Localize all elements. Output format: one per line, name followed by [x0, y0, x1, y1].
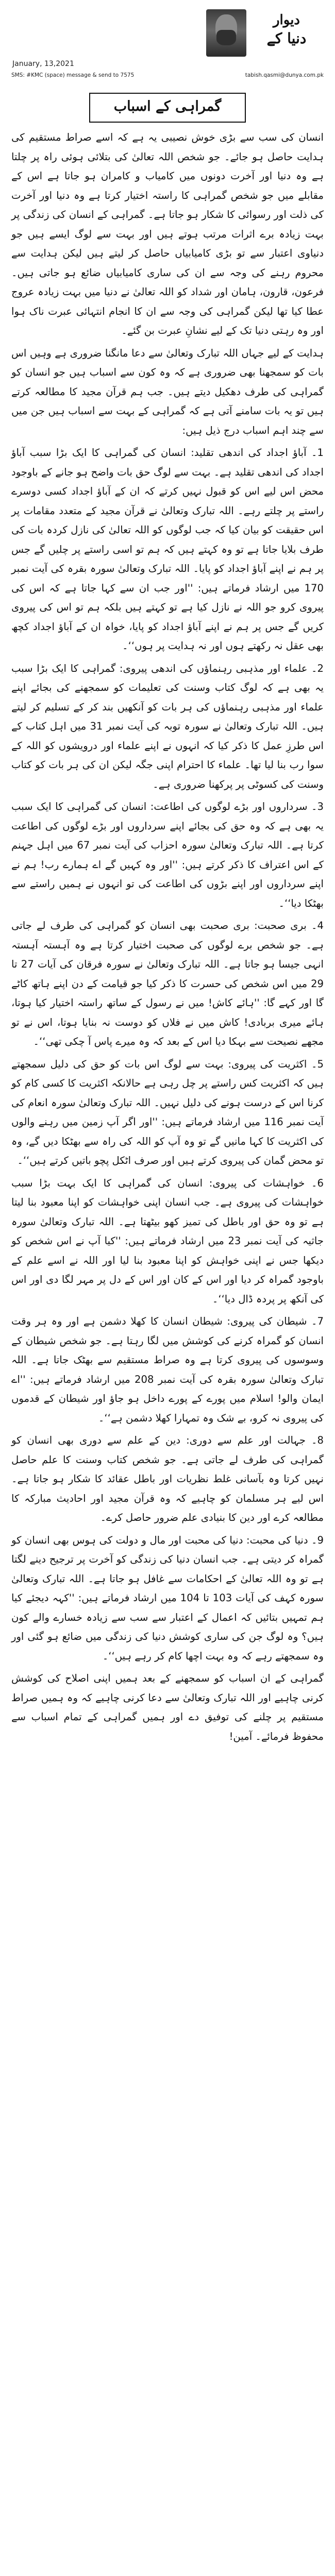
author-photo: [206, 9, 246, 57]
article-paragraph: 8۔ جہالت اور علم سے دوری: دین کے علم سے دوری بھی انسان کو گمراہی کی طرف لے جاتی ہے۔ جو شخص کتاب وسنت کا علم حاصل نہیں کرتا وہ بآسانی غلط نظریات اور باطل عقائد کا شکار ہو جاتا ہے۔ اس لیے ہر مسلمان کو چاہیے کہ وہ قرآن مجید اور احادیث مبارکہ کا مطالعہ کرے اور دین کا بنیادی علم ضرور حاصل کرے۔: [11, 1434, 324, 1523]
column-header: [11, 9, 324, 87]
sms-note: SMS: #KMC (space) message & send to 7575: [11, 72, 135, 78]
article-body: [11, 128, 324, 1746]
author-beard: [216, 30, 236, 45]
article-paragraph: 7۔ شیطان کی پیروی: شیطان انسان کا کھلا دشمن ہے اور وہ ہر وقت انسان کو گمراہ کرنے کی کوشش میں لگا رہتا ہے۔ جو شخص شیطان کے وسوسوں کی پیروی کرتا ہے وہ صراط مستقیم سے بھٹک جاتا ہے۔ اللہ تبارک وتعالیٰ سورہ بقرہ کی آیت نمبر 208 میں ارشاد فرماتے ہیں: ''اے ایمان والو! اسلام میں پورے کے پورے داخل ہو جاؤ اور شیطان کے قدموں کی پیروی نہ کرو، بے شک وہ تمہارا کھلا دشمن ہے‘‘۔: [11, 1315, 324, 1424]
article-paragraph: 3۔ سرداروں اور بڑے لوگوں کی اطاعت: انسان کی گمراہی کا ایک سبب یہ بھی ہے کہ وہ حق کی بجائے اپنے سرداروں اور بڑے لوگوں کی اطاعت کرتا ہے۔ اللہ تبارک وتعالیٰ سورہ احزاب کی آیت نمبر 67 میں اہل جہنم کے اس اعتراف کا ذکر کرتے ہیں: ''اور وہ کہیں گے اے ہمارے رب! ہم نے اپنے سرداروں اور اپنے بڑوں کی اطاعت کی تو انہوں نے ہمیں راستے سے بھٹکا دیا‘‘۔: [11, 801, 324, 909]
author-email: tabish.qasmi@dunya.com.pk: [245, 72, 324, 78]
article-paragraph: 4۔ بری صحبت: بری صحبت بھی انسان کو گمراہی کی طرف لے جاتی ہے۔ جو شخص برے لوگوں کی صحبت اختیار کرتا ہے وہ آہستہ آہستہ انہی جیسا ہو جاتا ہے۔ اللہ تبارک وتعالیٰ نے سورہ فرقان کی آیات 27 تا 29 میں اس شخص کی حسرت کا ذکر کیا جو قیامت کے دن اپنے ہاتھ کاٹے گا اور کہے گا: ''ہائے کاش! میں نے رسول کے ساتھ راستہ اختیار کیا ہوتا، ہائے میری بربادی! کاش میں نے فلاں کو دوست نہ بنایا ہوتا، اس نے تو مجھے نصیحت سے بہکا دیا اس کے بعد کہ وہ میرے پاس آ چکی تھی‘‘۔: [11, 920, 324, 1047]
article-title: گمراہی کے اسباب: [89, 93, 246, 123]
article-paragraph: 2۔ علماء اور مذہبی رہنماؤں کی اندھی پیروی: گمراہی کا ایک بڑا سبب یہ بھی ہے کہ لوگ کتاب وسنت کی تعلیمات کو سمجھنے کی بجائے اپنے علماء اور مذہبی رہنماؤں کی ہر بات کو آنکھیں بند کر کے تسلیم کر لیتے ہیں۔ اللہ تبارک وتعالیٰ نے سورہ توبہ کی آیت نمبر 31 میں اہل کتاب کے اس طرزِ عمل کا ذکر کیا کہ انہوں نے اپنے علماء اور درویشوں کو اللہ کے سوا رب بنا لیا تھا۔ علماء کا احترام اپنی جگہ لیکن ان کی ہر بات کو کتاب وسنت کی کسوٹی پر پرکھنا ضروری ہے۔: [11, 662, 324, 790]
publication-date: January, 13,2021: [12, 60, 74, 68]
column-logo: [250, 11, 323, 55]
column-name-line1: دیوار: [273, 12, 300, 28]
article-paragraph: 6۔ خواہشات کی پیروی: انسان کی گمراہی کا ایک بہت بڑا سبب خواہشات کی پیروی ہے۔ جب انسان اپنی خواہشات کو اپنا معبود بنا لیتا ہے تو وہ حق اور باطل کی تمیز کھو بیٹھتا ہے۔ اللہ تبارک وتعالیٰ سورہ جاثیہ کی آیت نمبر 23 میں ارشاد فرماتے ہیں: ''کیا آپ نے اس شخص کو دیکھا جس نے اپنی خواہش کو اپنا معبود بنا لیا اور اللہ نے اسے علم کے باوجود گمراہ کر دیا اور اس کے کان اور اس کے دل پر مہر لگا دی اور اس کی آنکھ پر پردہ ڈال دیا‘‘۔: [11, 1177, 324, 1305]
article-paragraph: 5۔ اکثریت کی پیروی: بہت سے لوگ اس بات کو حق کی دلیل سمجھتے ہیں کہ اکثریت کس راستے پر چل رہی ہے حالانکہ اکثریت کا کسی کام کو کرنا اس کے درست ہونے کی دلیل نہیں۔ اللہ تبارک وتعالیٰ سورہ انعام کی آیت نمبر 116 میں ارشاد فرماتے ہیں: ''اور اگر آپ زمین میں رہنے والوں کی اکثریت کا کہا مانیں گے تو وہ آپ کو اللہ کی راہ سے بھٹکا دیں گے، وہ تو محض گمان کی پیروی کرتے ہیں اور صرف اٹکل پچو باتیں کرتے ہیں‘‘۔: [11, 1058, 324, 1166]
article-paragraph: 1۔ آباؤ اجداد کی اندھی تقلید: انسان کی گمراہی کا ایک بڑا سبب آباؤ اجداد کی اندھی تقلید ہے۔ بہت سے لوگ حق بات واضح ہو جانے کے باوجود محض اس لیے اس کو قبول نہیں کرتے کہ ان کے آباؤ اجداد کسی دوسرے راستے پر چلتے رہے۔ اللہ تبارک وتعالیٰ نے قرآن مجید کے متعدد مقامات پر اس حقیقت کو بیان کیا کہ جب لوگوں کو اللہ تعالیٰ کی نازل کردہ بات کی طرف بلایا جاتا ہے تو وہ کہتے ہیں کہ ہم تو اسی راستے پر چلیں گے جس پر ہم نے اپنے آباؤ اجداد کو پایا۔ اللہ تبارک وتعالیٰ سورہ بقرہ کی آیت نمبر 170 میں ارشاد فرماتے ہیں: ''اور جب ان سے کہا جاتا ہے کہ اس کی پیروی کرو جو اللہ نے نازل کیا ہے تو کہتے ہیں بلکہ ہم تو اس کی پیروی کریں گے جس پر ہم نے اپنے آباؤ اجداد کو پایا، خواہ ان کے آباؤ اجداد کچھ بھی عقل نہ رکھتے ہوں اور نہ ہدایت پر ہوں‘‘۔: [11, 447, 324, 652]
column-name-line2: دنیا کے: [266, 30, 307, 47]
article-paragraph: 9۔ دنیا کی محبت: دنیا کی محبت اور مال و دولت کی ہوس بھی انسان کو گمراہ کر دیتی ہے۔ جب انسان دنیا کی زندگی کو آخرت پر ترجیح دینے لگتا ہے تو وہ اللہ تعالیٰ کے احکامات سے غافل ہو جاتا ہے۔ اللہ تبارک وتعالیٰ سورہ کہف کی آیات 103 تا 104 میں ارشاد فرماتے ہیں: ''کہہ دیجئے کیا ہم تمہیں بتائیں کہ اعمال کے اعتبار سے سب سے زیادہ خسارے والے کون ہیں؟ وہ لوگ جن کی ساری کوشش دنیا کی زندگی میں ضائع ہو گئی اور وہ سمجھتے رہے کہ وہ بہت اچھا کام کر رہے ہیں‘‘۔: [11, 1534, 324, 1662]
article-paragraph: گمراہی کے ان اسباب کو سمجھنے کے بعد ہمیں اپنی اصلاح کی کوشش کرنی چاہیے اور اللہ تبارک وتعالیٰ سے دعا کرنی چاہیے کہ وہ ہمیں صراط مستقیم پر چلنے کی توفیق دے اور ہمیں گمراہی کے تمام اسباب سے محفوظ فرمائے۔ آمین!: [11, 1672, 324, 1742]
article-paragraph: ہدایت کے لیے جہاں اللہ تبارک وتعالیٰ سے دعا مانگنا ضروری ہے وہیں اس بات کو سمجھنا بھی ضروری ہے کہ وہ کون سے اسباب ہیں جو انسان کو گمراہی کی طرف دھکیل دیتے ہیں۔ جب ہم قرآن مجید کا مطالعہ کرتے ہیں تو یہ بات سامنے آتی ہے کہ گمراہی کے بہت سے اسباب ہیں جن میں سے چند اہم اسباب درج ذیل ہیں:: [11, 347, 324, 436]
contact-line: [11, 72, 324, 78]
article-paragraph: انسان کی سب سے بڑی خوش نصیبی یہ ہے کہ اسے صراط مستقیم کی ہدایت حاصل ہو جائے۔ جو شخص اللہ تعالیٰ کی بتلائی ہوئی راہ پر چلتا ہے وہ دنیا اور آخرت دونوں میں کامیاب و کامران ہو جاتا ہے اس کے مقابلے میں جو شخص گمراہی کا راستہ اختیار کرتا ہے وہ دنیا اور آخرت کی ذلت اور رسوائی کا شکار ہو جاتا ہے۔ گمراہی کے انسان کی زندگی پر بہت زیادہ برے اثرات مرتب ہوتے ہیں اور بہت سے لوگ ایسے ہیں جو دنیاوی اعتبار سے تو بڑی کامیابیاں حاصل کر لیتے ہیں لیکن ہدایت سے محروم رہنے کی وجہ سے ان کی ساری کامیابیاں ضائع ہو جاتی ہیں۔ فرعون، قارون، ہامان اور شداد کو اللہ تعالیٰ نے دنیا میں بہت زیادہ عروج عطا کیا تھا لیکن گمراہی کی وجہ سے ان کا انجام انتہائی عبرت ناک ہوا اور وہ رہتی دنیا تک کے لیے نشانِ عبرت بن گئے۔: [11, 131, 324, 336]
